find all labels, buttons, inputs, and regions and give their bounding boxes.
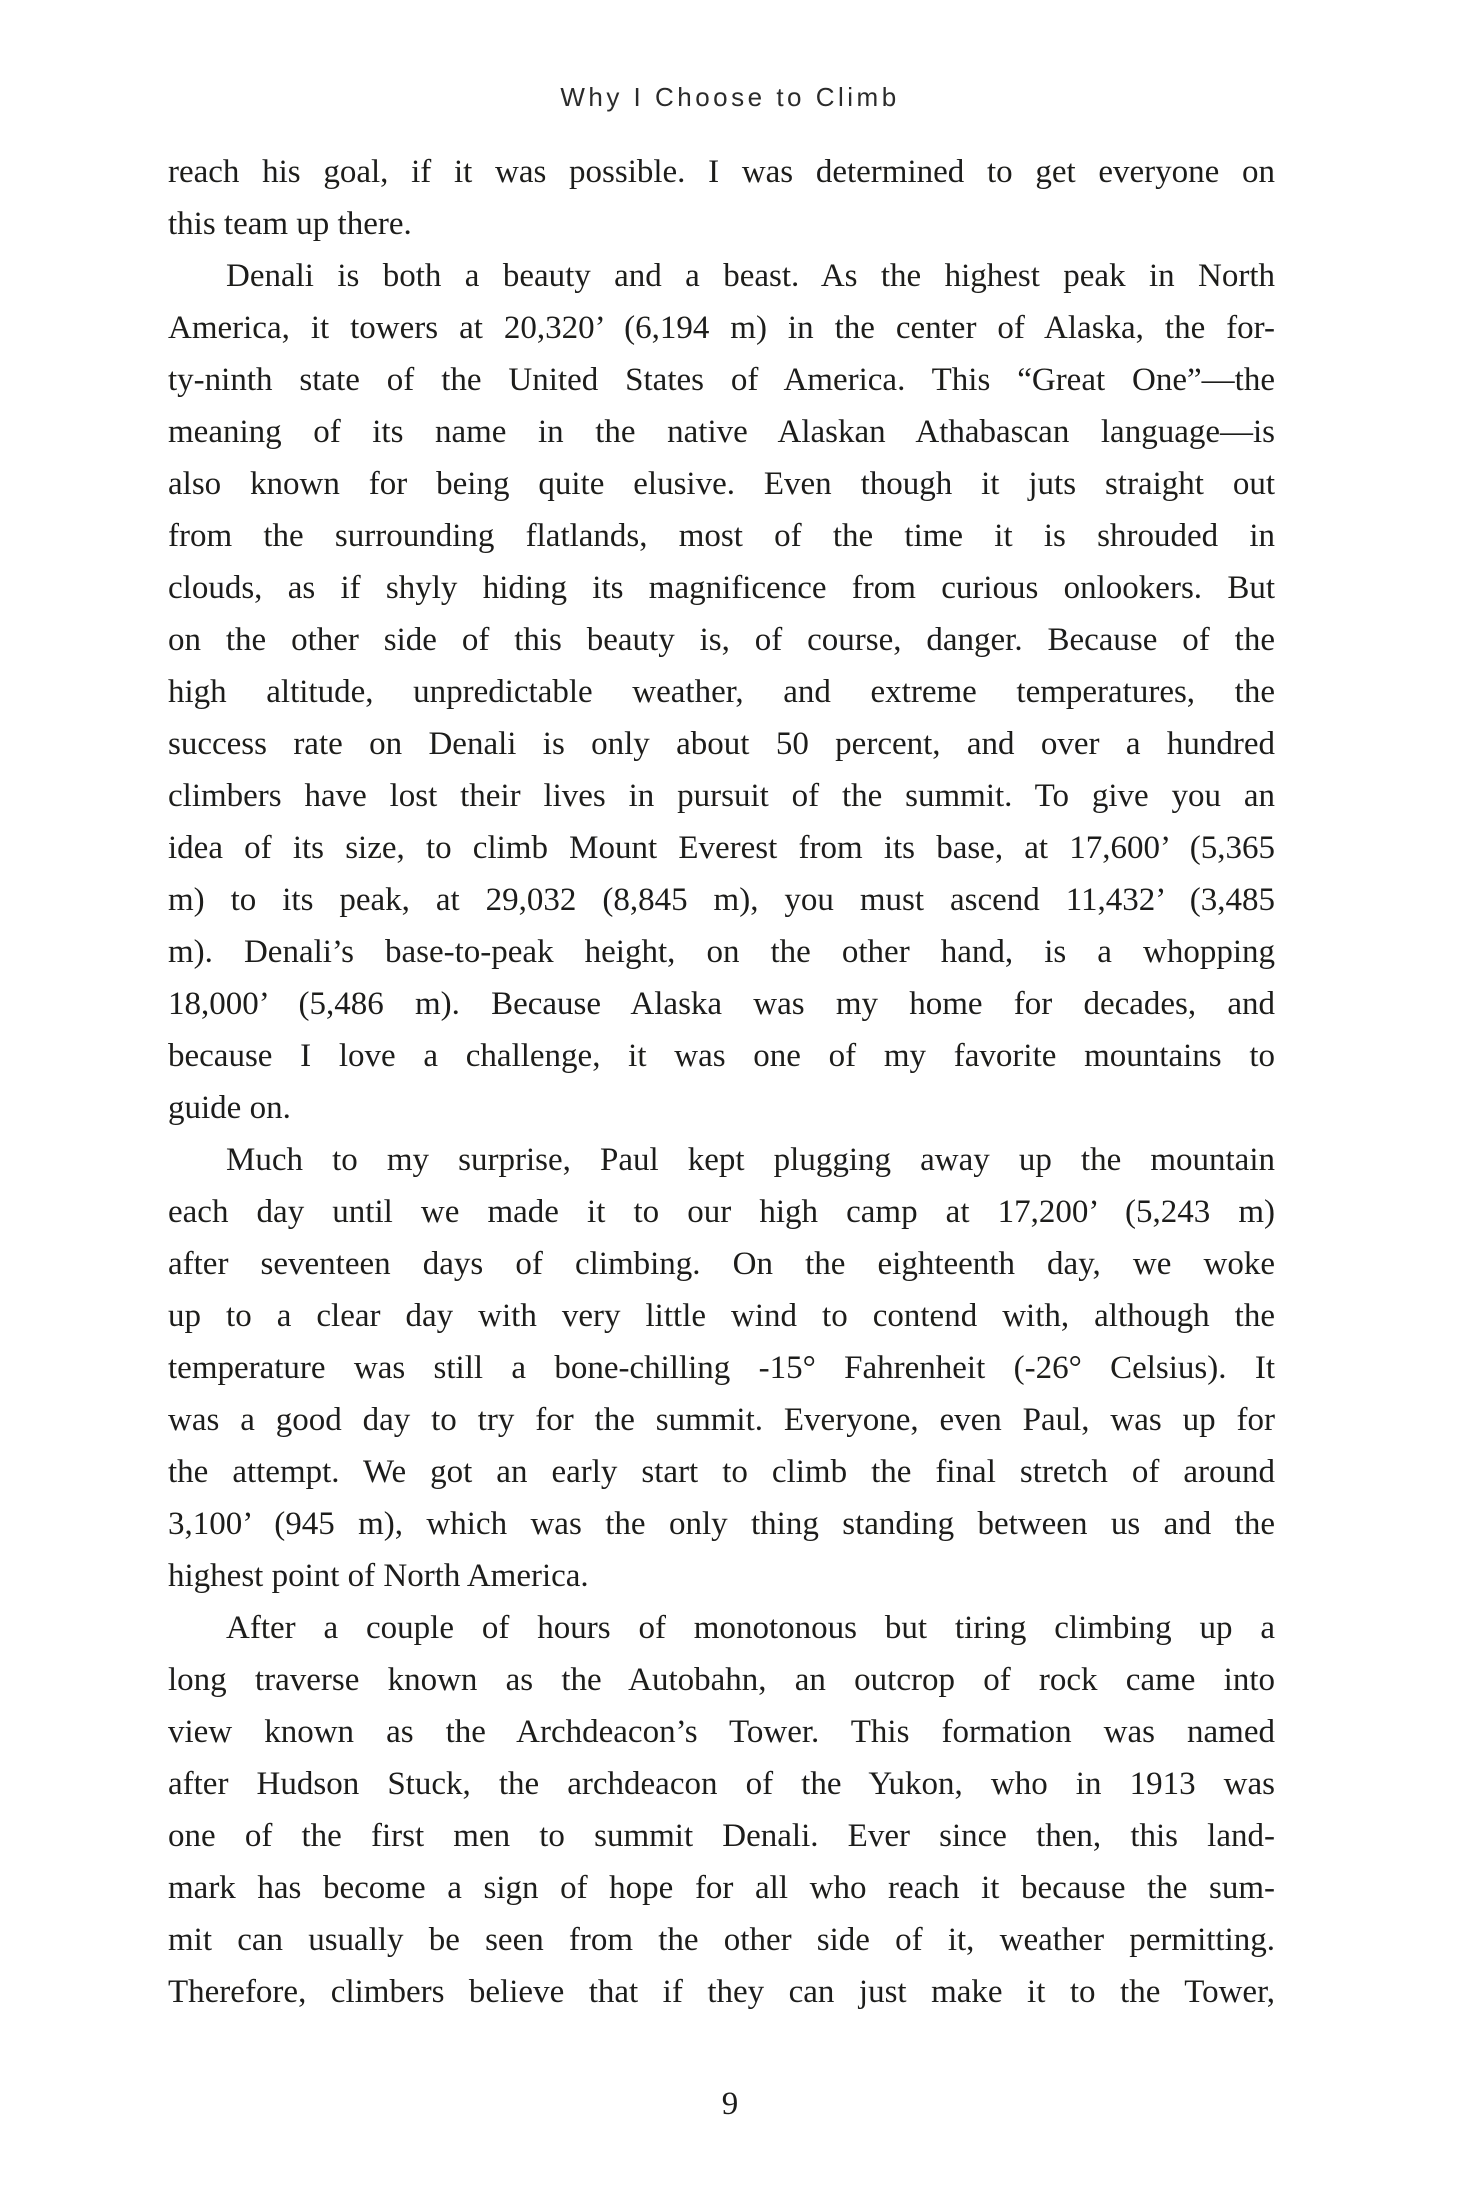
text-line: 18,000’ (5,486 m). Because Alaska was my home for decades, and — [168, 986, 1275, 1022]
text-line: this team up there. — [168, 206, 412, 242]
running-header: Why I Choose to Climb — [560, 82, 900, 112]
text-line: after Hudson Stuck, the archdeacon of the Yukon, who in 1913 was — [168, 1766, 1275, 1802]
text-line: mit can usually be seen from the other side of it, weather permitting. — [168, 1922, 1275, 1958]
body-text — [168, 146, 1275, 2018]
text-line: one of the first men to summit Denali. Ever since then, this land- — [168, 1818, 1275, 1854]
text-line: m). Denali’s base-to-peak height, on the other hand, is a whopping — [168, 934, 1275, 970]
text-line: clouds, as if shyly hiding its magnificence from curious onlookers. But — [168, 570, 1275, 606]
text-line: climbers have lost their lives in pursuit of the summit. To give you an — [168, 778, 1275, 814]
paragraph — [168, 1602, 1275, 2018]
paragraph — [168, 250, 1275, 1134]
text-line: because I love a challenge, it was one of my favorite mountains to — [168, 1038, 1275, 1074]
text-line: the attempt. We got an early start to climb the final stretch of around — [168, 1454, 1275, 1490]
page-number: 9 — [721, 2086, 739, 2122]
text-line: m) to its peak, at 29,032 (8,845 m), you must ascend 11,432’ (3,485 — [168, 882, 1275, 918]
text-line: meaning of its name in the native Alaskan Athabascan language—is — [168, 414, 1275, 450]
text-line: view known as the Archdeacon’s Tower. This formation was named — [168, 1714, 1275, 1750]
text-line: guide on. — [168, 1090, 291, 1126]
text-line: from the surrounding flatlands, most of the time it is shrouded in — [168, 518, 1275, 554]
text-line: temperature was still a bone-chilling -15° Fahrenheit (-26° Celsius). It — [168, 1350, 1275, 1386]
text-line: also known for being quite elusive. Even though it juts straight out — [168, 466, 1275, 502]
text-line: America, it towers at 20,320’ (6,194 m) in the center of Alaska, the for- — [168, 310, 1275, 346]
text-line: success rate on Denali is only about 50 percent, and over a hundred — [168, 726, 1275, 762]
text-line: long traverse known as the Autobahn, an outcrop of rock came into — [168, 1662, 1275, 1698]
text-line: highest point of North America. — [168, 1558, 589, 1594]
text-line: ty-ninth state of the United States of America. This “Great One”—the — [168, 362, 1275, 398]
paragraph — [168, 1134, 1275, 1602]
text-line: Therefore, climbers believe that if they can just make it to the Tower, — [168, 1974, 1275, 2010]
text-line: Much to my surprise, Paul kept plugging away up the mountain — [226, 1142, 1275, 1178]
text-line: idea of its size, to climb Mount Everest from its base, at 17,600’ (5,365 — [168, 830, 1275, 866]
text-line: reach his goal, if it was possible. I was determined to get everyone on — [168, 154, 1275, 190]
text-line: was a good day to try for the summit. Everyone, even Paul, was up for — [168, 1402, 1275, 1438]
paragraph — [168, 146, 1275, 250]
text-line: on the other side of this beauty is, of course, danger. Because of the — [168, 622, 1275, 658]
text-line: After a couple of hours of monotonous but tiring climbing up a — [226, 1610, 1275, 1646]
text-line: each day until we made it to our high camp at 17,200’ (5,243 m) — [168, 1194, 1275, 1230]
text-line: mark has become a sign of hope for all who reach it because the sum- — [168, 1870, 1275, 1906]
text-line: after seventeen days of climbing. On the eighteenth day, we woke — [168, 1246, 1275, 1282]
text-line: 3,100’ (945 m), which was the only thing standing between us and the — [168, 1506, 1275, 1542]
text-line: Denali is both a beauty and a beast. As the highest peak in North — [226, 258, 1275, 294]
text-line: high altitude, unpredictable weather, and extreme temperatures, the — [168, 674, 1275, 710]
text-line: up to a clear day with very little wind to contend with, although the — [168, 1298, 1275, 1334]
